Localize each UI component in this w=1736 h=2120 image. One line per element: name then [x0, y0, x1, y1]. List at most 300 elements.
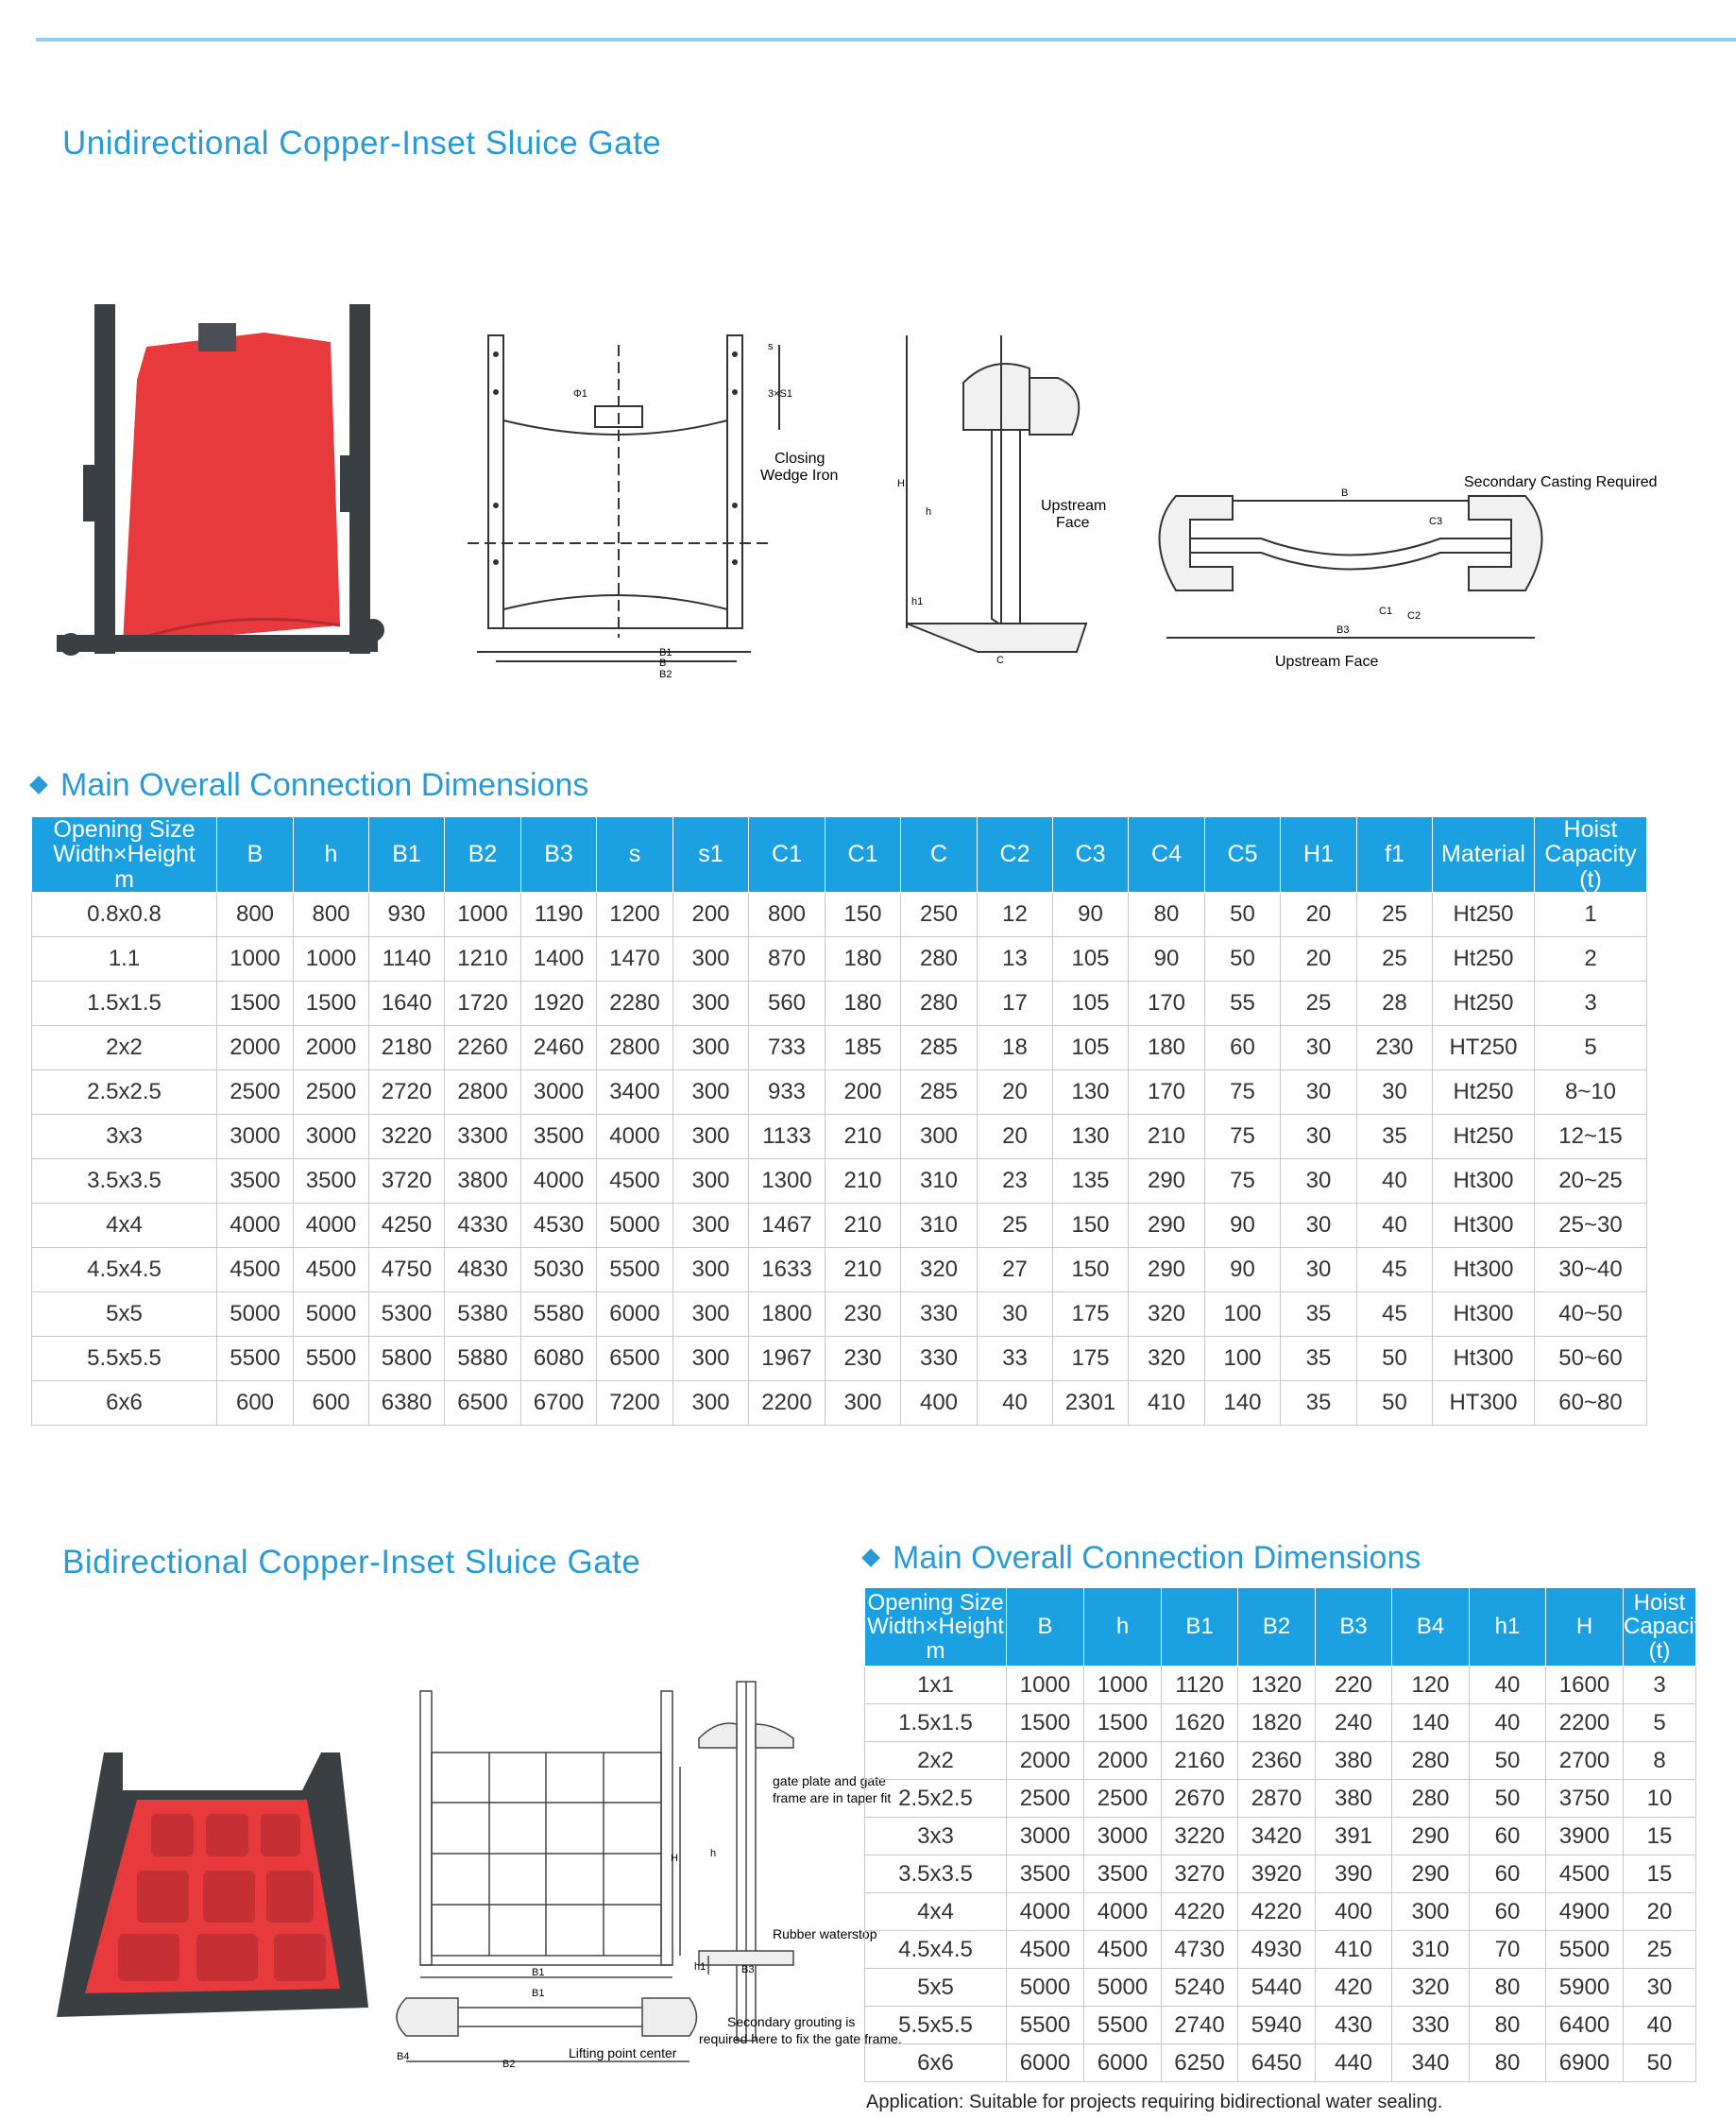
table-cell: 6450: [1238, 2044, 1316, 2082]
table-row: [32, 1025, 1647, 1069]
table-cell: 3: [1624, 1667, 1696, 1704]
bidirectional-elevation-drawing: [387, 1682, 699, 2069]
table-cell: 105: [1053, 936, 1129, 981]
table-cell: 2800: [445, 1069, 521, 1114]
label-rubber-waterstop: Rubber waterstop: [773, 1926, 877, 1941]
table-row: [865, 1818, 1696, 1855]
table-cell: 4x4: [32, 1203, 217, 1247]
table-header-cell: C1: [825, 817, 901, 893]
table-row: [32, 1247, 1647, 1291]
table-cell: 170: [1129, 1069, 1205, 1114]
table-cell: 60: [1470, 1893, 1546, 1931]
table-cell: 20: [1281, 936, 1357, 981]
label-face: Face: [1056, 515, 1090, 531]
table-cell: 150: [1053, 1247, 1129, 1291]
table-cell: 180: [825, 981, 901, 1025]
table-header-cell: C3: [1053, 817, 1129, 893]
table-cell: 4000: [294, 1203, 369, 1247]
label-taper-2: frame are in taper fit: [773, 1790, 892, 1805]
table-cell: 25: [978, 1203, 1053, 1247]
table-header-cell: f1: [1357, 817, 1433, 893]
table-cell: 150: [1053, 1203, 1129, 1247]
table-cell: 90: [1053, 892, 1129, 936]
label-upstream-face-plan: Upstream Face: [1275, 654, 1379, 670]
table-cell: 12: [978, 892, 1053, 936]
table-row: [32, 1114, 1647, 1158]
unidirectional-section-drawing: [888, 326, 1115, 675]
table-cell: 30: [1624, 1969, 1696, 2007]
unidirectional-gate-photo: [57, 295, 444, 673]
table-cell: 60: [1470, 1818, 1546, 1855]
table-cell: 300: [673, 981, 749, 1025]
table-cell: 560: [749, 981, 825, 1025]
table-cell: 1000: [445, 892, 521, 936]
table-cell: 1300: [749, 1158, 825, 1203]
table-cell: 230: [825, 1291, 901, 1336]
table-cell: 40~50: [1535, 1291, 1647, 1336]
table-cell: 380: [1316, 1780, 1392, 1818]
table-cell: 300: [673, 1380, 749, 1425]
table-cell: 1190: [521, 892, 597, 936]
table-cell: 15: [1624, 1855, 1696, 1893]
table-cell: 290: [1392, 1855, 1470, 1893]
table-cell: 5500: [1007, 2007, 1084, 2044]
table-cell: 40: [1357, 1203, 1433, 1247]
table-cell: Ht300: [1433, 1203, 1535, 1247]
table-cell: 75: [1205, 1069, 1281, 1114]
table-cell: Ht300: [1433, 1291, 1535, 1336]
table-cell: 1820: [1238, 1704, 1316, 1742]
main-dims-heading-1: [32, 767, 588, 804]
table-cell: 5500: [1084, 2007, 1162, 2044]
table-header-cell: H1: [1281, 817, 1357, 893]
table-cell: 280: [901, 936, 978, 981]
table-cell: 1600: [1546, 1667, 1624, 1704]
table-cell: 2260: [445, 1025, 521, 1069]
table-cell: 310: [1392, 1931, 1470, 1969]
table-header-cell: Opening Size Width×Height m: [32, 817, 217, 893]
table-row: [32, 892, 1647, 936]
table-cell: 320: [1129, 1336, 1205, 1380]
bidirectional-gate-photo: [47, 1734, 387, 2045]
table-cell: 90: [1129, 936, 1205, 981]
table-cell: 5380: [445, 1291, 521, 1336]
table-cell: 40: [978, 1380, 1053, 1425]
top-divider: [36, 38, 1736, 42]
table-cell: 40: [1357, 1158, 1433, 1203]
table-cell: 1000: [1084, 1667, 1162, 1704]
table-cell: 4000: [597, 1114, 673, 1158]
table-cell: 300: [673, 1025, 749, 1069]
table-cell: 6400: [1546, 2007, 1624, 2044]
table-cell: 300: [673, 1203, 749, 1247]
table-cell: 400: [901, 1380, 978, 1425]
table-cell: 5.5x5.5: [865, 2007, 1007, 2044]
table-row: [865, 1704, 1696, 1742]
table-header-cell: B2: [445, 817, 521, 893]
bidirectional-section-drawing: [694, 1672, 902, 2069]
table-cell: Ht250: [1433, 936, 1535, 981]
table-cell: 250: [901, 892, 978, 936]
label-bi-b1-plan: B1: [532, 1988, 545, 1999]
table-cell: 1210: [445, 936, 521, 981]
table-cell: 5440: [1238, 1969, 1316, 2007]
table-header-cell: h: [1084, 1588, 1162, 1667]
table-cell: 300: [673, 1114, 749, 1158]
table-cell: 1140: [369, 936, 445, 981]
table-cell: 5940: [1238, 2007, 1316, 2044]
table-cell: 27: [978, 1247, 1053, 1291]
table-cell: 3800: [445, 1158, 521, 1203]
table-cell: 3920: [1238, 1855, 1316, 1893]
table-header-cell: B1: [1162, 1588, 1238, 1667]
table-cell: 6000: [1007, 2044, 1084, 2082]
table-cell: 30~40: [1535, 1247, 1647, 1291]
table-cell: 391: [1316, 1818, 1392, 1855]
table-cell: 2500: [1084, 1780, 1162, 1818]
table-cell: 4500: [217, 1247, 294, 1291]
table-cell: 310: [901, 1203, 978, 1247]
table-cell: 30: [1281, 1203, 1357, 1247]
table-cell: 6000: [1084, 2044, 1162, 2082]
table-cell: 4330: [445, 1203, 521, 1247]
label-plan-b: B: [1341, 487, 1349, 499]
table-cell: 90: [1205, 1203, 1281, 1247]
table-header-cell: H: [1546, 1588, 1624, 1667]
table-cell: 70: [1470, 1931, 1546, 1969]
table-cell: 930: [369, 892, 445, 936]
table-cell: 90: [1205, 1247, 1281, 1291]
table-header-cell: C5: [1205, 817, 1281, 893]
label-c2: C2: [1407, 610, 1421, 622]
table-cell: 15: [1624, 1818, 1696, 1855]
table-cell: 5.5x5.5: [32, 1336, 217, 1380]
table-cell: 185: [825, 1025, 901, 1069]
table-cell: 3500: [1084, 1855, 1162, 1893]
table-row: [32, 936, 1647, 981]
table-cell: 230: [825, 1336, 901, 1380]
table-cell: 2700: [1546, 1742, 1624, 1780]
table-cell: 3: [1535, 981, 1647, 1025]
label-grouting-1: Secondary grouting is: [727, 2014, 856, 2029]
table-cell: 3300: [445, 1114, 521, 1158]
table-cell: 330: [1392, 2007, 1470, 2044]
table-cell: 2870: [1238, 1780, 1316, 1818]
table-cell: 2: [1535, 936, 1647, 981]
table-cell: 4500: [597, 1158, 673, 1203]
table-cell: 320: [1129, 1291, 1205, 1336]
table-cell: 4750: [369, 1247, 445, 1291]
table-row: [32, 981, 1647, 1025]
label-s: s: [768, 341, 774, 352]
table-cell: 200: [825, 1069, 901, 1114]
table-cell: 2500: [217, 1069, 294, 1114]
table-cell: 3500: [294, 1158, 369, 1203]
table-cell: 1200: [597, 892, 673, 936]
table-cell: 3400: [597, 1069, 673, 1114]
table-cell: 300: [673, 1336, 749, 1380]
table-cell: 4900: [1546, 1893, 1624, 1931]
table-cell: 50: [1470, 1742, 1546, 1780]
label-c1: C1: [1379, 606, 1393, 617]
label-bi-h: h: [710, 1848, 717, 1859]
table-cell: 80: [1470, 1969, 1546, 2007]
table-header-cell: B: [217, 817, 294, 893]
table-cell: 55: [1205, 981, 1281, 1025]
table-cell: 8: [1624, 1742, 1696, 1780]
table-header-cell: Material: [1433, 817, 1535, 893]
unidirectional-elevation-drawing: [468, 326, 839, 680]
table-cell: 140: [1392, 1704, 1470, 1742]
table-cell: 2670: [1162, 1780, 1238, 1818]
table-cell: 105: [1053, 981, 1129, 1025]
table-header-cell: B4: [1392, 1588, 1470, 1667]
table-cell: 6x6: [32, 1380, 217, 1425]
table-cell: 6x6: [865, 2044, 1007, 2082]
table-cell: 300: [673, 1247, 749, 1291]
label-secondary-casting: Secondary Casting Required: [1464, 474, 1658, 490]
table-header-cell: Opening Size Width×Height m: [865, 1588, 1007, 1667]
label-grouting-2: required here to fix the gate frame.: [699, 2031, 902, 2046]
label-bi-b4: B4: [397, 2051, 410, 2062]
table-cell: 1467: [749, 1203, 825, 1247]
table-cell: 380: [1316, 1742, 1392, 1780]
table-row: [865, 1893, 1696, 1931]
table-cell: 50: [1357, 1380, 1433, 1425]
table-cell: 300: [673, 1291, 749, 1336]
label-bi-b1: B1: [532, 1967, 545, 1978]
table-cell: 1800: [749, 1291, 825, 1336]
table-cell: 3750: [1546, 1780, 1624, 1818]
table-cell: 2360: [1238, 1742, 1316, 1780]
table-cell: 3720: [369, 1158, 445, 1203]
main-dims-heading-2: [864, 1540, 1421, 1577]
table-cell: 180: [825, 936, 901, 981]
table-cell: 2200: [1546, 1704, 1624, 1742]
table-cell: 280: [1392, 1742, 1470, 1780]
table-cell: 330: [901, 1291, 978, 1336]
table-cell: 45: [1357, 1247, 1433, 1291]
table-cell: 40: [1470, 1667, 1546, 1704]
table-cell: 20: [978, 1114, 1053, 1158]
table-row: [32, 1336, 1647, 1380]
table-cell: 1500: [217, 981, 294, 1025]
table-cell: 5: [1535, 1025, 1647, 1069]
table-row: [865, 1742, 1696, 1780]
table-cell: 210: [825, 1114, 901, 1158]
main-dims-heading-2-text: Main Overall Connection Dimensions: [893, 1540, 1421, 1576]
table-cell: Ht300: [1433, 1247, 1535, 1291]
table-cell: 870: [749, 936, 825, 981]
table-cell: 30: [1357, 1069, 1433, 1114]
table-cell: 35: [1281, 1380, 1357, 1425]
bidirectional-dimensions-table: [864, 1587, 1712, 2082]
table-cell: 6000: [597, 1291, 673, 1336]
table-cell: 2180: [369, 1025, 445, 1069]
table-cell: 4500: [1546, 1855, 1624, 1893]
table-cell: 420: [1316, 1969, 1392, 2007]
table-cell: 800: [749, 892, 825, 936]
table-cell: 4x4: [865, 1893, 1007, 1931]
table-cell: 1633: [749, 1247, 825, 1291]
table-cell: HT300: [1433, 1380, 1535, 1425]
table-cell: 4530: [521, 1203, 597, 1247]
table-cell: Ht300: [1433, 1336, 1535, 1380]
table-row: [865, 1855, 1696, 1893]
table-cell: 410: [1129, 1380, 1205, 1425]
table-cell: 2500: [1007, 1780, 1084, 1818]
table-cell: 35: [1357, 1114, 1433, 1158]
table-row: [32, 1291, 1647, 1336]
table-row: [865, 2007, 1696, 2044]
table-cell: 240: [1316, 1704, 1392, 1742]
diamond-bullet-icon: [29, 776, 48, 795]
table-cell: 0.8x0.8: [32, 892, 217, 936]
table-cell: 25: [1281, 981, 1357, 1025]
label-lifting-point: Lifting point center: [569, 2045, 677, 2060]
label-3s1: 3×S1: [768, 388, 792, 400]
unidirectional-plan-drawing: [1138, 468, 1667, 675]
application-note: Application: Suitable for projects requiring bidirectional water sealing.: [866, 2092, 1443, 2112]
table-cell: 800: [294, 892, 369, 936]
table-header-cell: s1: [673, 817, 749, 893]
table-cell: 6080: [521, 1336, 597, 1380]
table-header-cell: C: [901, 817, 978, 893]
table-cell: 933: [749, 1069, 825, 1114]
table-header-cell: Hoist Capacity (t): [1624, 1588, 1696, 1667]
table-header-cell: B3: [1316, 1588, 1392, 1667]
table-cell: 320: [1392, 1969, 1470, 2007]
label-c: C: [996, 655, 1004, 666]
unidirectional-dimensions-table: [31, 816, 1647, 1426]
table-cell: 1000: [294, 936, 369, 981]
table-header-cell: B2: [1238, 1588, 1316, 1667]
table-cell: 20: [978, 1069, 1053, 1114]
table-cell: 1500: [1007, 1704, 1084, 1742]
table-cell: 5500: [597, 1247, 673, 1291]
table-cell: HT250: [1433, 1025, 1535, 1069]
table-cell: 1620: [1162, 1704, 1238, 1742]
table-cell: 80: [1129, 892, 1205, 936]
table-cell: 30: [1281, 1247, 1357, 1291]
table-cell: 733: [749, 1025, 825, 1069]
diamond-bullet-icon: [861, 1548, 880, 1567]
table-cell: 390: [1316, 1855, 1392, 1893]
table-cell: 25~30: [1535, 1203, 1647, 1247]
table-cell: 220: [1316, 1667, 1392, 1704]
table-cell: 210: [825, 1158, 901, 1203]
table-cell: 30: [1281, 1158, 1357, 1203]
table-cell: 135: [1053, 1158, 1129, 1203]
table-cell: Ht250: [1433, 981, 1535, 1025]
table-cell: 7200: [597, 1380, 673, 1425]
table-cell: 300: [901, 1114, 978, 1158]
table-cell: 5240: [1162, 1969, 1238, 2007]
table-cell: 6500: [445, 1380, 521, 1425]
table-cell: 3220: [1162, 1818, 1238, 1855]
table-cell: 5900: [1546, 1969, 1624, 2007]
table-cell: 340: [1392, 2044, 1470, 2082]
bidirectional-title: Bidirectional Copper-Inset Sluice Gate: [62, 1544, 641, 1581]
table-cell: 2.5x2.5: [32, 1069, 217, 1114]
label-closing: Closing: [774, 451, 825, 467]
table-cell: 140: [1205, 1380, 1281, 1425]
table-cell: 5300: [369, 1291, 445, 1336]
table-cell: 1500: [1084, 1704, 1162, 1742]
table-cell: 300: [673, 1158, 749, 1203]
table-cell: 2800: [597, 1025, 673, 1069]
table-cell: 25: [1357, 936, 1433, 981]
table-cell: Ht300: [1433, 1158, 1535, 1203]
table-cell: 1: [1535, 892, 1647, 936]
table-cell: 50~60: [1535, 1336, 1647, 1380]
table-cell: 60~80: [1535, 1380, 1647, 1425]
table-cell: 1920: [521, 981, 597, 1025]
table-cell: 2000: [1084, 1742, 1162, 1780]
label-b: B: [659, 658, 667, 669]
table-cell: 6700: [521, 1380, 597, 1425]
unidirectional-title: Unidirectional Copper-Inset Sluice Gate: [62, 125, 662, 162]
table-cell: 75: [1205, 1158, 1281, 1203]
table-cell: 4250: [369, 1203, 445, 1247]
table-cell: 1320: [1238, 1667, 1316, 1704]
table-cell: 5x5: [32, 1291, 217, 1336]
table-row: [865, 1969, 1696, 2007]
table-cell: 1x1: [865, 1667, 1007, 1704]
table-cell: 290: [1129, 1247, 1205, 1291]
table-cell: Ht250: [1433, 1114, 1535, 1158]
label-c3: C3: [1429, 516, 1443, 527]
table-cell: 3x3: [32, 1114, 217, 1158]
table-cell: 5000: [1084, 1969, 1162, 2007]
table-cell: 20: [1281, 892, 1357, 936]
table-cell: 100: [1205, 1291, 1281, 1336]
table-cell: 5: [1624, 1704, 1696, 1742]
table-cell: 2500: [294, 1069, 369, 1114]
label-taper-1: gate plate and gate: [773, 1773, 886, 1788]
table-header-cell: B3: [521, 817, 597, 893]
table-header-cell: B: [1007, 1588, 1084, 1667]
table-row: [32, 1203, 1647, 1247]
label-h: h: [926, 506, 932, 518]
table-cell: 320: [901, 1247, 978, 1291]
table-cell: 2160: [1162, 1742, 1238, 1780]
table-cell: 800: [217, 892, 294, 936]
table-cell: 4730: [1162, 1931, 1238, 1969]
table-header-cell: C4: [1129, 817, 1205, 893]
label-wedge-iron: Wedge Iron: [760, 468, 839, 484]
table-cell: 3000: [217, 1114, 294, 1158]
table-cell: 5000: [1007, 1969, 1084, 2007]
table-cell: 60: [1205, 1025, 1281, 1069]
table-cell: 400: [1316, 1893, 1392, 1931]
label-h-cap: H: [897, 478, 905, 489]
table-cell: 2.5x2.5: [865, 1780, 1007, 1818]
table-cell: Ht250: [1433, 1069, 1535, 1114]
table-cell: 80: [1470, 2044, 1546, 2082]
table-cell: 4500: [294, 1247, 369, 1291]
table-cell: 300: [825, 1380, 901, 1425]
table-cell: 4000: [1007, 1893, 1084, 1931]
table-cell: 3000: [1084, 1818, 1162, 1855]
table-cell: 3.5x3.5: [865, 1855, 1007, 1893]
label-plan-b3: B3: [1336, 624, 1350, 636]
table-cell: 200: [673, 892, 749, 936]
label-b2: B2: [659, 669, 672, 680]
table-cell: 28: [1357, 981, 1433, 1025]
table-cell: 75: [1205, 1114, 1281, 1158]
table-row: [865, 1780, 1696, 1818]
